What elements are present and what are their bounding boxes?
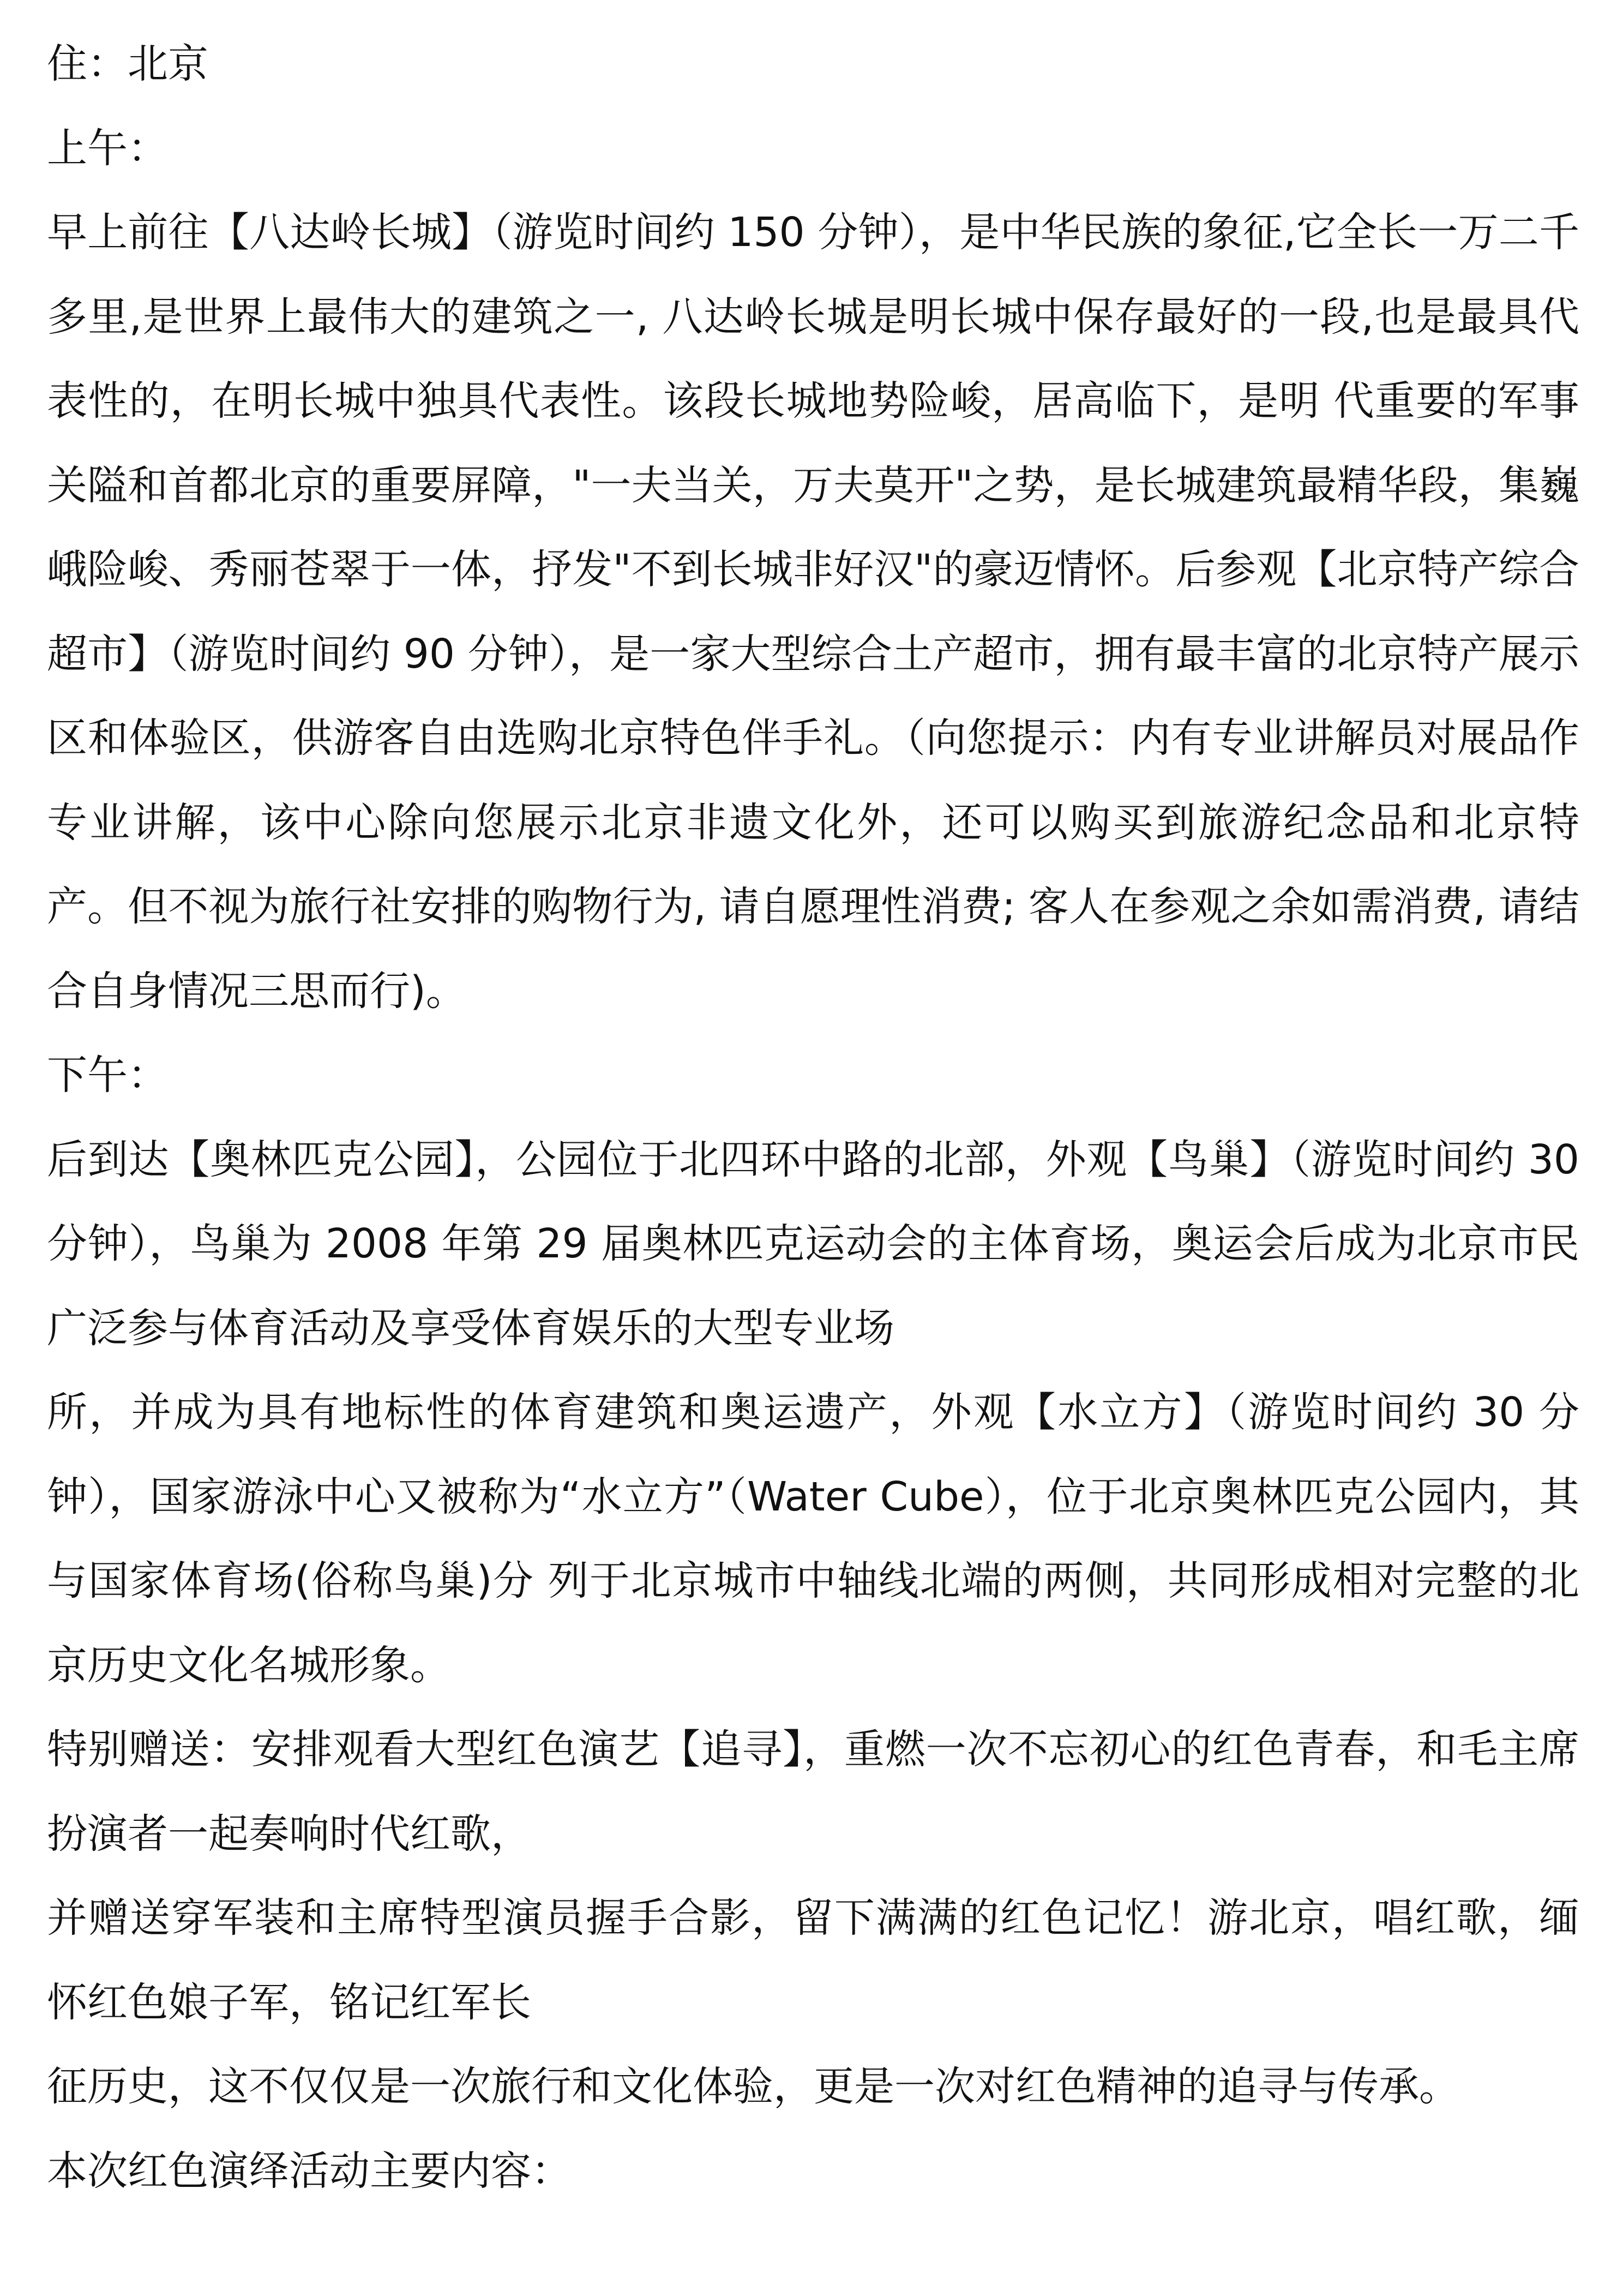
morning-description: 早上前往【八达岭长城】（游览时间约 150 分钟），是中华民族的象征,它全长一万二千多里,是世界上最伟大的建筑之一, 八达岭长城是明长城中保存最好的一段,也是最具代表性的，在明长城中独具代表性。该段长城地势险峻，居高临下，是明 代重要的军事关隘和首都北京的重要屏障，"一夫当关，万夫莫开"之势，是长城建筑最精华段，集巍峨险峻、秀丽苍翠于一体，抒发"不到长城非好汉"的豪迈情怀。后参观【北京特产综合超市】（游览时间约 90 分钟），是一家大型综合土产超市，拥有最丰富的北京特产展示区和体验区，供游客自由选购北京特色伴手礼。（向您提示：内有专业讲解员对展品作专业讲解，该中心除向您展示北京非遗文化外，还可以购买到旅游纪念品和北京特产。但不视为旅行社安排的购物行为, 请自愿理性消费; 客人在参观之余如需消费, 请结合自身情况三思而行)。	[47, 209, 1579, 1015]
olympic-park-description: 后到达【奥林匹克公园】，公园位于北四环中路的北部，外观【鸟巢】（游览时间约 30 分钟），鸟巢为 2008 年第 29 届奥林匹克运动会的主体育场，奥运会后成为北京市民广泛参与体育活动及享受体育娱乐的大型专业场	[47, 1136, 1579, 1352]
activity-contents-heading: 本次红色演绎活动主要内容：	[47, 2147, 572, 2195]
water-cube-description: 所，并成为具有地标性的体育建筑和奥运遗产，外观【水立方】（游览时间约 30 分钟），国家游泳中心又被称为“水立方”（Water Cube），位于北京奥林匹克公园内，其与国家体育场(俗称鸟巢)分 列于北京城市中轴线北端的两侧，共同形成相对完整的北京历史文化名城形象。	[47, 1389, 1579, 1689]
itinerary-text	[47, 22, 1579, 2213]
morning-heading: 上午：	[47, 124, 168, 172]
afternoon-heading: 下午：	[47, 1052, 168, 1099]
red-history-line: 征历史，这不仅仅是一次旅行和文化体验，更是一次对红色精神的追寻与传承。	[47, 2063, 1459, 2110]
special-gift-line: 特别赠送：安排观看大型红色演艺【追寻】，重燃一次不忘初心的红色青春，和毛主席扮演者一起奏响时代红歌，	[47, 1726, 1579, 1857]
residence-line: 住：北京	[47, 40, 208, 87]
photo-gift-line: 并赠送穿军装和主席特型演员握手合影，留下满满的红色记忆！游北京，唱红歌，缅怀红色娘子军，铭记红军长	[47, 1895, 1579, 2026]
